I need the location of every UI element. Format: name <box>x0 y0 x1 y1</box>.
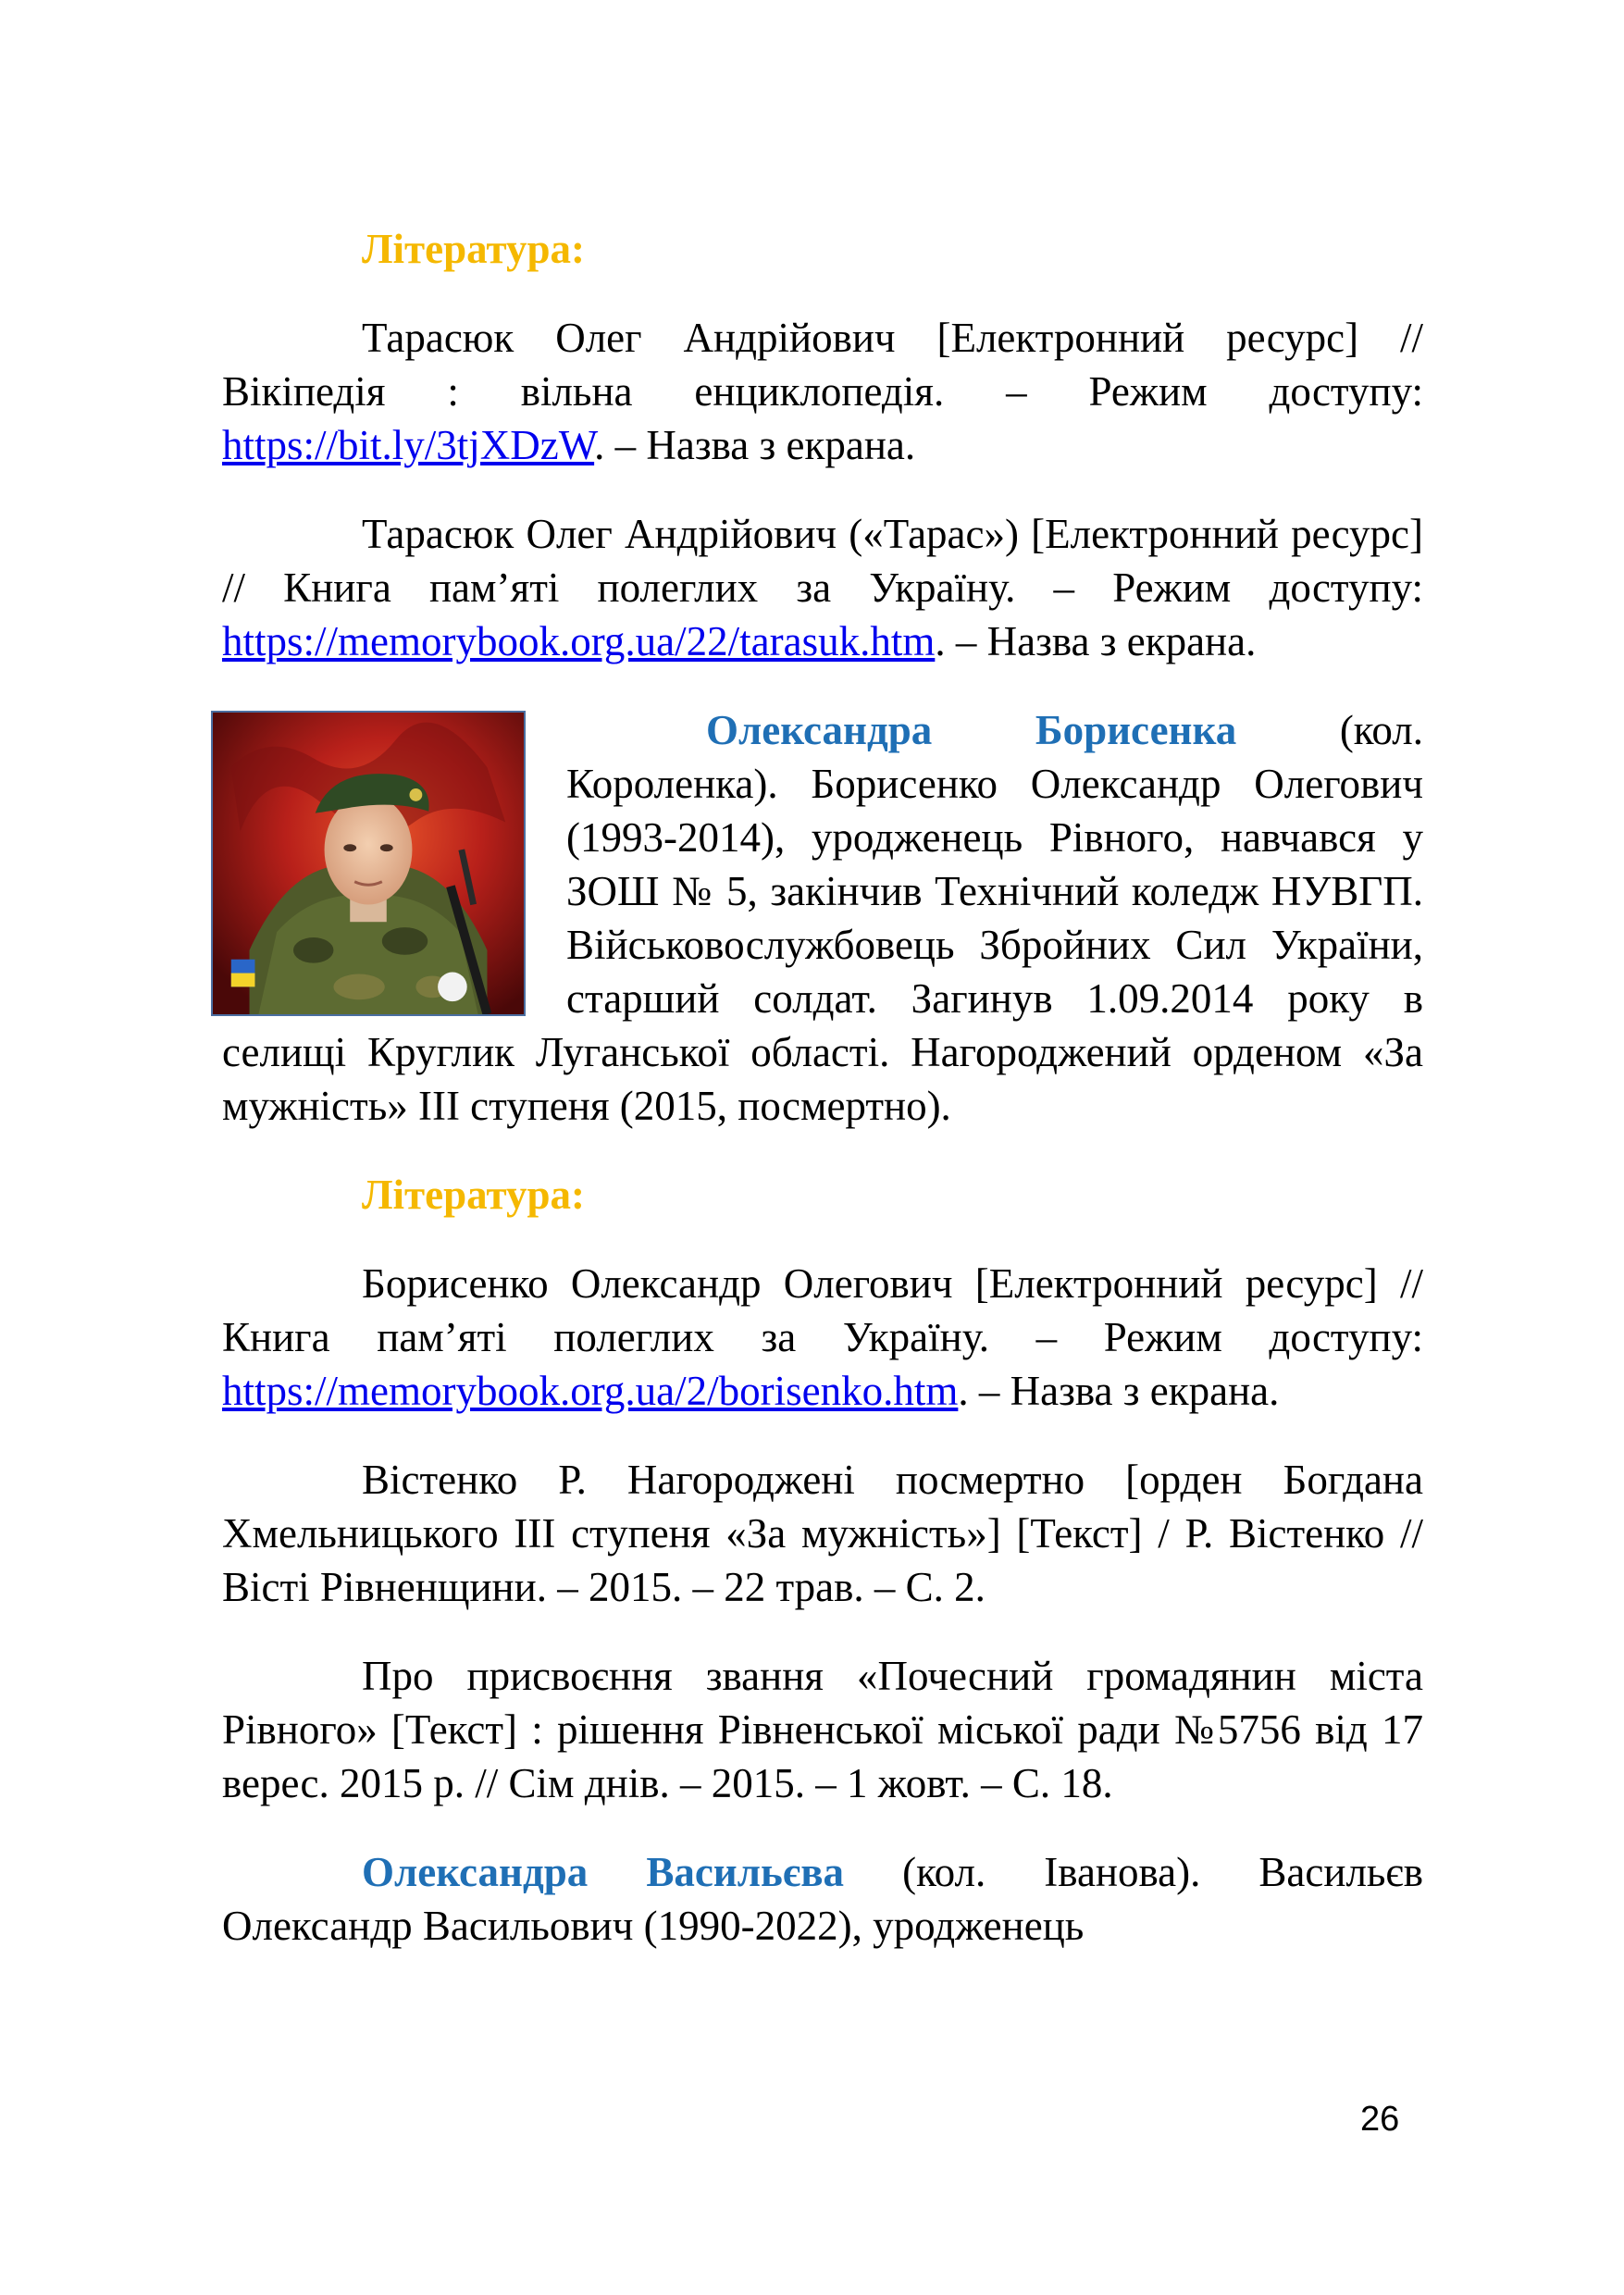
reference-link[interactable]: https://memorybook.org.ua/22/tarasuk.htm <box>222 618 936 664</box>
reference-item <box>222 1649 1423 1810</box>
page-number: 26 <box>1360 2100 1400 2139</box>
street-name: Олександра Борисенка <box>706 707 1237 753</box>
reference-item <box>222 507 1423 668</box>
reference-text: Борисенко Олександр Олегович [Електронний ресурс] // Книга пам’яті полеглих за Україну. – Режим доступу: <box>222 1260 1423 1360</box>
street-entry <box>222 1845 1423 1953</box>
reference-text: Тарасюк Олег Андрійович («Тарас») [Електронний ресурс] // Книга пам’яті полеглих за Україну. – Режим доступу: <box>222 511 1423 611</box>
soldier-portrait-photo <box>211 711 526 1016</box>
reference-text: Тарасюк Олег Андрійович [Електронний ресурс] // Вікіпедія : вільна енциклопедія. – Режим доступу: <box>222 315 1423 415</box>
entry-description: (кол. Короленка). Борисенко Олександр Олегович (1993-2014), уродженець Рівного, навчався у ЗОШ № 5, закінчив Технічний коледж НУВГП. Військовослужбовець Збройних Сил України, старший солдат. Загинув 1.09.2014 року в селищі Круглик Луганської області. Нагороджений орденом «За мужність» ІІІ ступеня (2015, посмертно). <box>222 707 1423 1129</box>
reference-link[interactable]: https://memorybook.org.ua/2/borisenko.htm <box>222 1368 959 1414</box>
literature-heading: Література: <box>362 1172 585 1218</box>
reference-item <box>222 311 1423 472</box>
page-content <box>222 222 1423 1988</box>
reference-tail: . – Назва з екрана. <box>958 1368 1280 1414</box>
reference-tail: . – Назва з екрана. <box>935 618 1257 664</box>
entry-description: (кол. Іванова). Васильєв Олександр Васильович (1990-2022), уродженець <box>222 1849 1423 1949</box>
street-name: Олександра Васильєва <box>362 1849 845 1895</box>
literature-heading: Література: <box>362 226 585 272</box>
reference-item <box>222 1453 1423 1614</box>
reference-text: Про присвоєння звання «Почесний громадянин міста Рівного» [Текст] : рішення Рівненської міської ради №5756 від 17 верес. 2015 р. // Сім днів. – 2015. – 1 жовт. – С. 18. <box>222 1653 1423 1806</box>
street-entry <box>222 703 1423 1133</box>
reference-link[interactable]: https://bit.ly/3tjXDzW <box>222 422 595 468</box>
reference-item <box>222 1257 1423 1418</box>
reference-tail: . – Назва з екрана. <box>594 422 916 468</box>
reference-text: Вістенко Р. Нагороджені посмертно [орден Богдана Хмельницького ІІІ ступеня «За мужність»] [Текст] / Р. Вістенко // Вісті Рівненщини. – 2015. – 22 трав. – С. 2. <box>222 1457 1423 1610</box>
